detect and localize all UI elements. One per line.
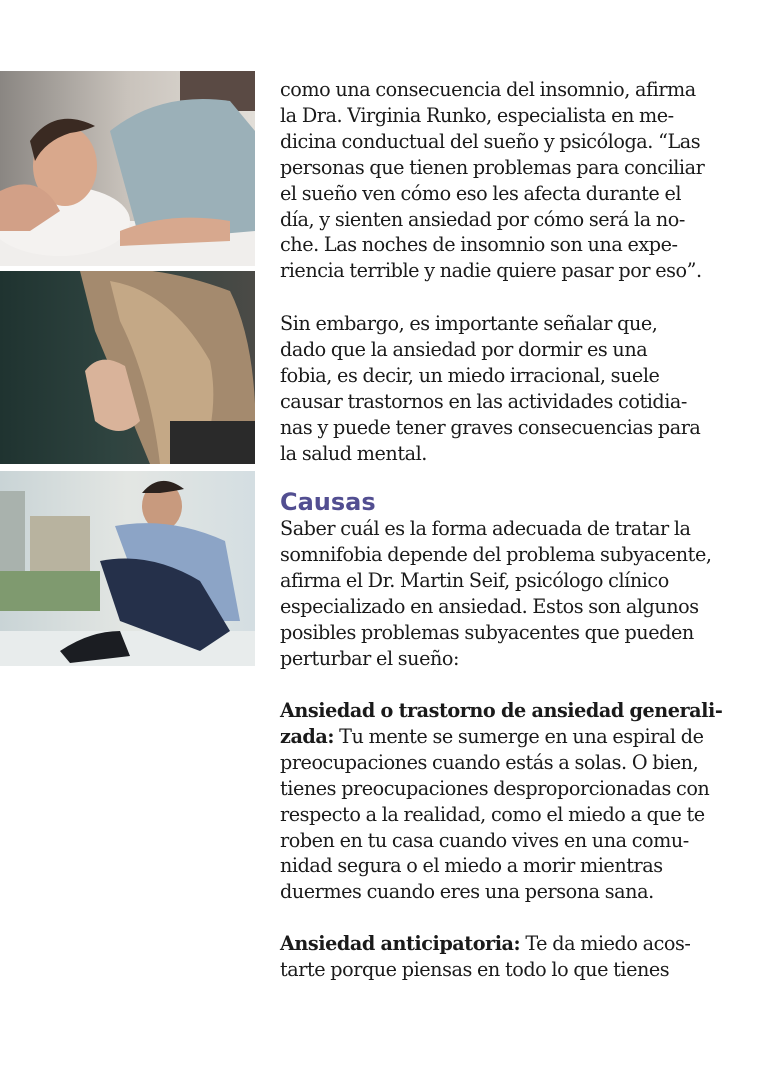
text-line: nas y puede tener graves consecuencias para [280, 415, 701, 439]
paragraph-insomnia-consequence [280, 77, 725, 284]
text-line: la salud mental. [280, 441, 427, 465]
text-line [280, 698, 725, 724]
text-line: afirma el Dr. Martin Seif, psicólogo clínico [280, 568, 669, 592]
photo-woman-head-in-hand [0, 271, 255, 464]
text-line: riencia terrible y nadie quiere pasar por eso”. [280, 259, 702, 283]
text-span: Te da miedo acos- [520, 932, 691, 955]
text-span: Tu mente se sumerge en una espiral de [334, 724, 704, 748]
text-line: el sueño ven cómo eso les afecta durante el [280, 181, 682, 205]
paragraph-generalized-anxiety [280, 698, 725, 905]
text-line: personas que tienen problemas para conciliar [280, 155, 705, 179]
text-line: roben en tu casa cuando vives en una comu- [280, 828, 689, 852]
text-line: preocupaciones cuando estás a solas. O bien, [280, 750, 699, 774]
photo-man-awake-in-bed [0, 71, 255, 266]
text-line: la Dra. Virginia Runko, especialista en me- [280, 103, 674, 127]
text-line: duermes cuando eres una persona sana. [280, 880, 654, 904]
text-line: causar trastornos en las actividades cotidia- [280, 389, 687, 413]
section-heading: Causas [280, 488, 376, 516]
text-line: Sin embargo, es importante señalar que, [280, 312, 658, 335]
text-line: dado que la ansiedad por dormir es una [280, 337, 648, 361]
text-line: tienes preocupaciones desproporcionadas con [280, 776, 710, 800]
text-line: respecto a la realidad, como el miedo a que te [280, 802, 705, 826]
text-line: perturbar el sueño: [280, 646, 460, 670]
term-label: Ansiedad anticipatoria: [280, 932, 521, 955]
text-line: dicina conductual del sueño y psicóloga. “Las [280, 129, 701, 153]
text-line: como una consecuencia del insomnio, afirma [280, 78, 696, 101]
text-line: especializado en ansiedad. Estos son algunos [280, 594, 699, 618]
text-line: Saber cuál es la forma adecuada de tratar la [280, 517, 691, 540]
text-line [280, 724, 725, 750]
text-line: che. Las noches de insomnio son una expe- [280, 233, 678, 257]
text-line: tarte porque piensas en todo lo que tienes [280, 957, 670, 981]
text-line: fobia, es decir, un miedo irracional, suele [280, 363, 660, 387]
paragraph-anticipatory-anxiety [280, 931, 725, 983]
text-line [280, 931, 725, 957]
paragraph-causes-intro [280, 516, 725, 671]
text-line: nidad segura o el miedo a morir mientras [280, 854, 663, 878]
text-line: día, y sienten ansiedad por cómo será la no- [280, 207, 685, 231]
term-label: zada: [280, 724, 335, 748]
photo-man-sitting-by-window [0, 471, 255, 666]
text-line: posibles problemas subyacentes que pueden [280, 620, 694, 644]
paragraph-phobia [280, 311, 725, 466]
term-label: Ansiedad o trastorno de ansiedad generali- [280, 699, 723, 722]
text-line: somnifobia depende del problema subyacente, [280, 542, 712, 566]
